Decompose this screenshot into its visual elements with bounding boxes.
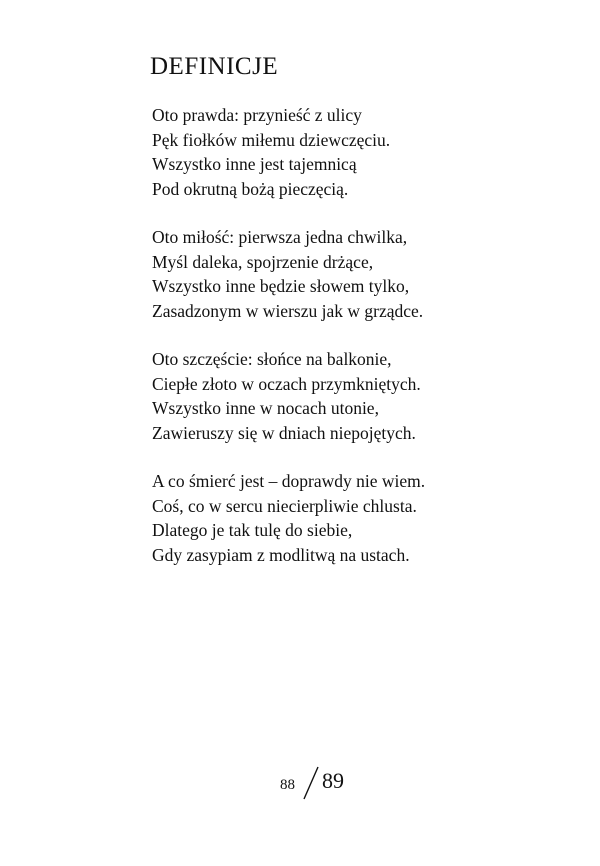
poem-line: Wszystko inne w nocach utonie,	[152, 398, 379, 418]
poem-line: Oto miłość: pierwsza jedna chwilka,	[152, 227, 408, 247]
poem-body	[152, 103, 572, 591]
stanza	[152, 225, 572, 323]
poem-line: Dlatego je tak tulę do siebie,	[152, 520, 353, 540]
poem-line: Zasadzonym w wierszu jak w grządce.	[152, 300, 424, 321]
poem-line: Oto prawda: przynieść z ulicy	[152, 105, 362, 125]
total-page-number: 89	[322, 768, 344, 793]
poem-line: Pod okrutną bożą pieczęcią.	[152, 178, 349, 199]
poem-line: Myśl daleka, spojrzenie drżące,	[152, 251, 374, 272]
poem-line: Gdy zasypiam z modlitwą na ustach.	[152, 544, 410, 565]
poem-line: Ciepłe złoto w oczach przymkniętych.	[152, 373, 421, 394]
current-page-number: 88	[280, 777, 295, 793]
slash-separator	[302, 766, 320, 800]
page-number	[280, 766, 380, 806]
poem-line: Wszystko inne jest tajemnicą	[152, 154, 357, 174]
poem-line: Oto szczęście: słońce na balkonie,	[152, 349, 392, 369]
stanza	[152, 103, 572, 201]
poem-line: A co śmierć jest – doprawdy nie wiem.	[152, 471, 426, 491]
poem-line: Pęk fiołków miłemu dziewczęciu.	[152, 129, 391, 150]
poem-title: DEFINICJE	[150, 53, 279, 80]
stanza	[152, 469, 572, 567]
poem-line: Wszystko inne będzie słowem tylko,	[152, 276, 410, 296]
poem-line: Coś, co w sercu niecierpliwie chlusta.	[152, 495, 417, 516]
stanza	[152, 347, 572, 445]
poem-line: Zawieruszy się w dniach niepojętych.	[152, 422, 416, 443]
